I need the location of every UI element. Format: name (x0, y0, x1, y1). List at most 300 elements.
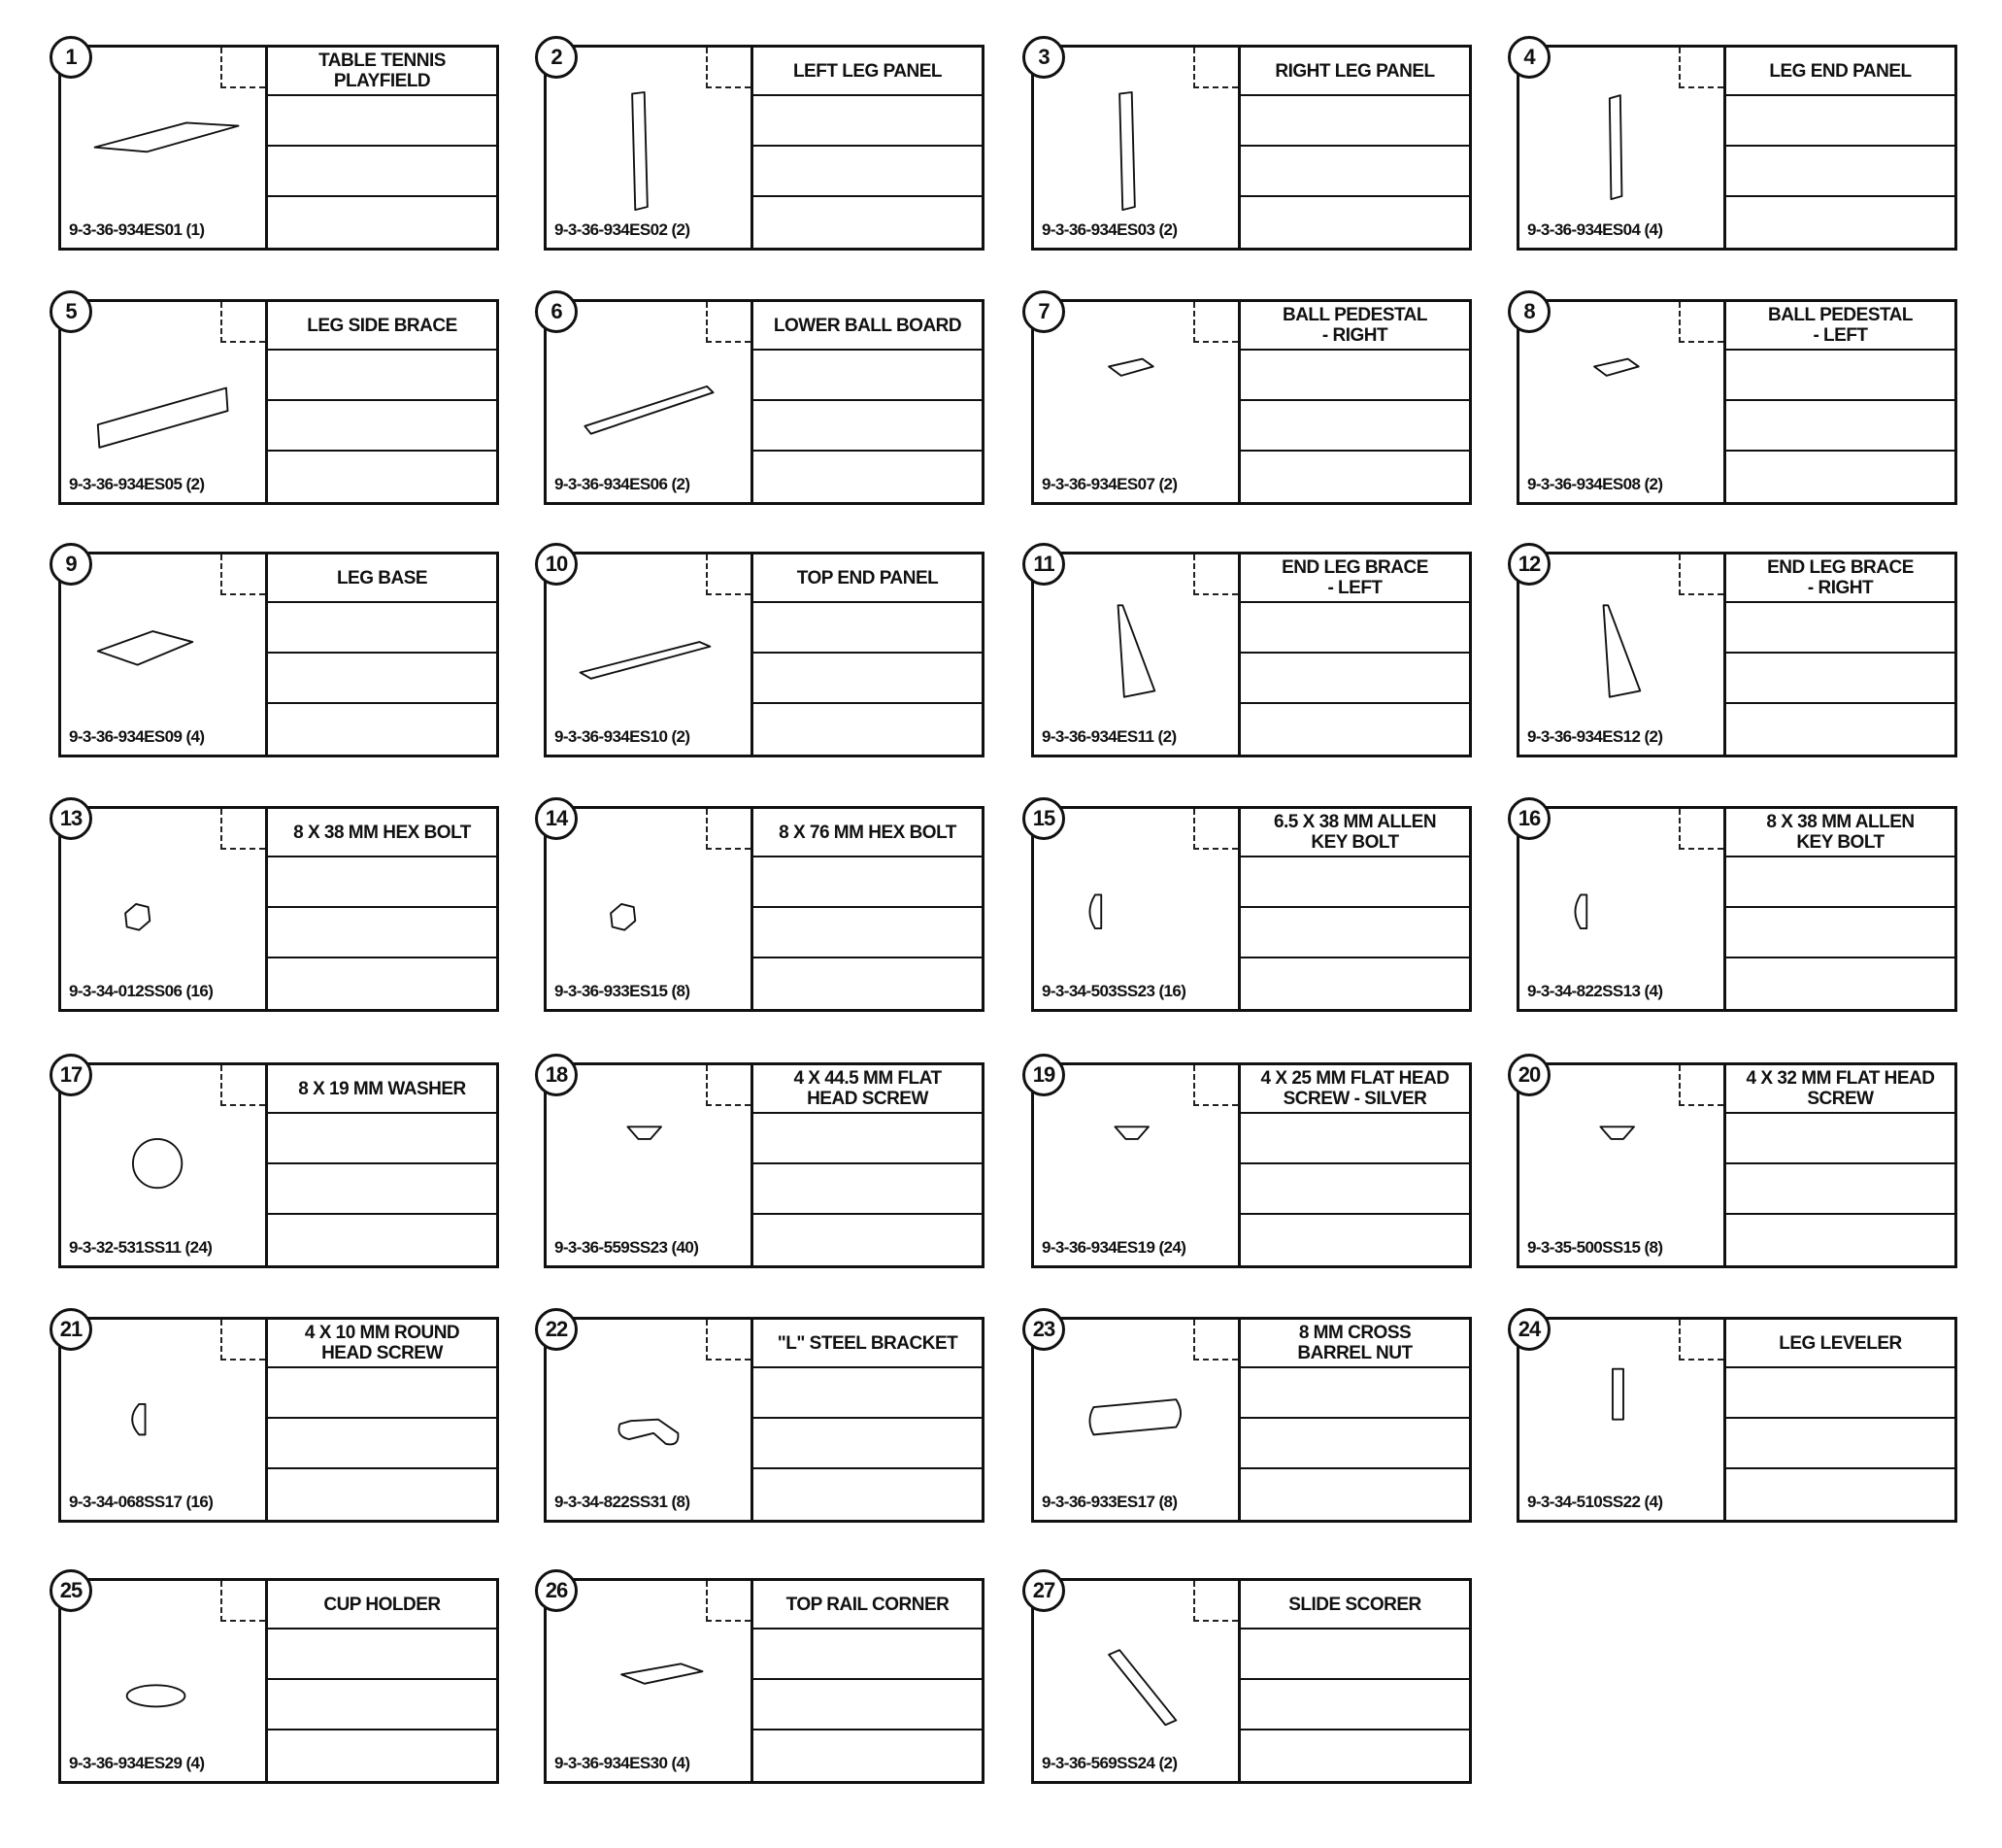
blank-row (1726, 1164, 1954, 1215)
blank-row (1241, 1164, 1469, 1215)
part-number: 9 (50, 543, 92, 586)
triangle-brace-icon (1051, 599, 1224, 714)
part-number: 21 (50, 1308, 92, 1351)
part-name: LEG SIDE BRACE (307, 315, 457, 336)
part-card (544, 299, 984, 505)
part-info-rows (268, 1065, 496, 1265)
part-image-cell (547, 554, 753, 755)
blank-row (1241, 704, 1469, 755)
part-info-rows (753, 302, 982, 502)
checkbox[interactable] (220, 1581, 265, 1622)
part-info-rows (753, 809, 982, 1009)
blank-row (753, 96, 982, 147)
part-name: BALL PEDESTAL - RIGHT (1282, 305, 1428, 346)
part-name-row (1726, 554, 1954, 603)
blank-row (753, 1419, 982, 1469)
blank-row (1726, 96, 1954, 147)
part-image-cell (1034, 1320, 1241, 1520)
blank-row (1726, 654, 1954, 704)
triangle-brace-icon (1537, 599, 1710, 714)
blank-row (753, 704, 982, 755)
part-number: 14 (535, 797, 578, 840)
part-card (1031, 1317, 1472, 1523)
checkbox[interactable] (1679, 1065, 1723, 1106)
checkbox[interactable] (220, 48, 265, 88)
part-name-row (753, 302, 982, 351)
part-info-rows (753, 554, 982, 755)
part-info-rows (1726, 1320, 1954, 1520)
part-image-cell (61, 1065, 268, 1265)
part-info-rows (1241, 302, 1469, 502)
part-card (1031, 299, 1472, 505)
blank-row (268, 654, 496, 704)
part-name-row (753, 1581, 982, 1630)
checkbox[interactable] (220, 554, 265, 595)
part-code: 9-3-34-822SS31 (8) (554, 1493, 690, 1511)
part-number: 23 (1022, 1308, 1065, 1351)
checkbox[interactable] (1193, 554, 1238, 595)
blank-row (753, 1215, 982, 1265)
checkbox[interactable] (220, 302, 265, 343)
slide-scorer-icon (1051, 1626, 1224, 1740)
blank-row (1241, 452, 1469, 502)
part-info-rows (1726, 554, 1954, 755)
blank-row (1241, 1680, 1469, 1730)
part-info-rows (268, 809, 496, 1009)
part-name: LEFT LEG PANEL (792, 60, 943, 82)
checkbox[interactable] (1193, 48, 1238, 88)
blank-row (1241, 401, 1469, 452)
blank-row (753, 603, 982, 654)
blank-row (753, 1630, 982, 1680)
part-code: 9-3-34-510SS22 (4) (1527, 1493, 1663, 1511)
part-name-row (268, 302, 496, 351)
part-number: 24 (1508, 1308, 1551, 1351)
part-name: SLIDE SCORER (1288, 1594, 1421, 1615)
checkbox[interactable] (1193, 1581, 1238, 1622)
blank-row (753, 1368, 982, 1419)
playfield-board-icon (79, 92, 251, 207)
checkbox[interactable] (1193, 1320, 1238, 1361)
blank-row (1726, 1114, 1954, 1164)
blank-row (753, 401, 982, 452)
blank-row (1726, 401, 1954, 452)
part-name-row (1726, 1320, 1954, 1368)
part-card (544, 552, 984, 757)
leg-leveler-icon (1537, 1364, 1710, 1479)
blank-row (268, 704, 496, 755)
checkbox[interactable] (1679, 302, 1723, 343)
blank-row (1241, 1215, 1469, 1265)
part-name: 8 X 38 MM ALLEN KEY BOLT (1766, 812, 1915, 853)
part-number: 10 (535, 543, 578, 586)
part-number: 26 (535, 1569, 578, 1612)
blank-row (1241, 654, 1469, 704)
blank-row (753, 452, 982, 502)
part-image-cell (1519, 1320, 1726, 1520)
part-name: CUP HOLDER (323, 1594, 441, 1615)
part-name-row (753, 1320, 982, 1368)
blank-row (1726, 1215, 1954, 1265)
part-code: 9-3-36-934ES09 (4) (69, 727, 205, 746)
part-number: 6 (535, 290, 578, 333)
part-number: 16 (1508, 797, 1551, 840)
part-info-rows (268, 48, 496, 248)
part-card (58, 299, 499, 505)
part-image-cell (547, 1065, 753, 1265)
part-name: END LEG BRACE - LEFT (1282, 557, 1428, 598)
part-image-cell (1519, 302, 1726, 502)
blank-row (268, 197, 496, 248)
part-card (58, 1578, 499, 1784)
part-name-row (1241, 302, 1469, 351)
blank-row (1726, 1419, 1954, 1469)
part-number: 2 (535, 36, 578, 79)
part-info-rows (753, 48, 982, 248)
part-number: 12 (1508, 543, 1551, 586)
part-code: 9-3-36-934ES30 (4) (554, 1754, 690, 1772)
checkbox[interactable] (1193, 809, 1238, 850)
checkbox[interactable] (706, 1320, 751, 1361)
blank-row (268, 401, 496, 452)
part-card (1031, 806, 1472, 1012)
brace-icon (79, 347, 251, 461)
part-image-cell (1034, 302, 1241, 502)
blank-row (1726, 704, 1954, 755)
part-name: TABLE TENNIS PLAYFIELD (318, 50, 446, 91)
part-name: TOP END PANEL (796, 567, 939, 588)
blank-row (753, 1680, 982, 1730)
blank-row (268, 147, 496, 197)
part-code: 9-3-34-012SS06 (16) (69, 982, 214, 1000)
part-image-cell (61, 302, 268, 502)
part-image-cell (61, 48, 268, 248)
blank-row (753, 908, 982, 958)
part-name: 4 X 10 MM ROUND HEAD SCREW (304, 1323, 460, 1363)
part-name: 8 X 38 MM HEX BOLT (293, 822, 471, 843)
blank-row (753, 654, 982, 704)
part-info-rows (1241, 48, 1469, 248)
part-info-rows (1726, 302, 1954, 502)
part-name-row (268, 48, 496, 96)
part-code: 9-3-34-822SS13 (4) (1527, 982, 1663, 1000)
part-number: 7 (1022, 290, 1065, 333)
part-number: 5 (50, 290, 92, 333)
part-code: 9-3-36-934ES07 (2) (1042, 475, 1178, 493)
part-number: 27 (1022, 1569, 1065, 1612)
blank-row (1241, 1368, 1469, 1419)
round-head-screw-icon (79, 1364, 251, 1479)
blank-row (1241, 1469, 1469, 1520)
blank-row (753, 1469, 982, 1520)
part-image-cell (1034, 554, 1241, 755)
blank-row (753, 1164, 982, 1215)
part-info-rows (1726, 809, 1954, 1009)
part-card (58, 552, 499, 757)
part-name: RIGHT LEG PANEL (1275, 60, 1435, 82)
blank-row (268, 603, 496, 654)
checkbox[interactable] (706, 48, 751, 88)
blank-row (1241, 96, 1469, 147)
part-code: 9-3-34-068SS17 (16) (69, 1493, 214, 1511)
flat-head-screw-icon (1537, 1110, 1710, 1225)
part-card (1517, 1062, 1957, 1268)
blank-row (753, 1730, 982, 1781)
part-image-cell (547, 302, 753, 502)
part-number: 15 (1022, 797, 1065, 840)
part-card (58, 45, 499, 251)
part-name-row (1241, 1065, 1469, 1114)
part-number: 11 (1022, 543, 1065, 586)
blank-row (1726, 958, 1954, 1009)
part-name: 8 X 19 MM WASHER (298, 1078, 466, 1099)
blank-row (1241, 1630, 1469, 1680)
part-name-row (1241, 554, 1469, 603)
allen-bolt-icon (1051, 854, 1224, 968)
part-name: LEG END PANEL (1769, 60, 1912, 82)
part-number: 13 (50, 797, 92, 840)
part-code: 9-3-32-531SS11 (24) (69, 1238, 213, 1257)
part-image-cell (1519, 1065, 1726, 1265)
part-card (58, 806, 499, 1012)
part-info-rows (1241, 1320, 1469, 1520)
leg-base-icon (79, 599, 251, 714)
blank-row (268, 96, 496, 147)
rail-corner-icon (564, 1626, 737, 1740)
part-name: LEG BASE (336, 567, 428, 588)
part-code: 9-3-35-500SS15 (8) (1527, 1238, 1663, 1257)
part-number: 19 (1022, 1054, 1065, 1096)
blank-row (1241, 147, 1469, 197)
blank-row (268, 1419, 496, 1469)
part-name: 4 X 25 MM FLAT HEAD SCREW - SILVER (1260, 1068, 1450, 1109)
part-name: 4 X 32 MM FLAT HEAD SCREW (1746, 1068, 1935, 1109)
part-name: 8 MM CROSS BARREL NUT (1297, 1323, 1413, 1363)
flat-head-screw-icon (1051, 1110, 1224, 1225)
part-info-rows (1726, 48, 1954, 248)
part-name: LEG LEVELER (1779, 1332, 1902, 1354)
checkbox[interactable] (220, 1065, 265, 1106)
checkbox[interactable] (1679, 809, 1723, 850)
part-image-cell (61, 1320, 268, 1520)
part-card (58, 1062, 499, 1268)
blank-row (1241, 351, 1469, 401)
blank-row (1241, 1730, 1469, 1781)
part-number: 20 (1508, 1054, 1551, 1096)
blank-row (1241, 908, 1469, 958)
part-info-rows (268, 1320, 496, 1520)
ball-board-icon (564, 347, 737, 461)
part-image-cell (1519, 809, 1726, 1009)
part-number: 18 (535, 1054, 578, 1096)
checkbox[interactable] (706, 1581, 751, 1622)
part-card (1031, 1062, 1472, 1268)
leg-panel-icon (564, 92, 737, 207)
part-image-cell (1519, 554, 1726, 755)
part-code: 9-3-36-559SS23 (40) (554, 1238, 699, 1257)
part-card (58, 1317, 499, 1523)
part-number: 22 (535, 1308, 578, 1351)
checkbox[interactable] (706, 1065, 751, 1106)
part-info-rows (1241, 1065, 1469, 1265)
part-code: 9-3-36-934ES03 (2) (1042, 220, 1178, 239)
blank-row (1241, 603, 1469, 654)
part-image-cell (547, 809, 753, 1009)
blank-row (268, 1164, 496, 1215)
part-info-rows (268, 1581, 496, 1781)
cup-holder-icon (79, 1626, 251, 1740)
part-image-cell (1034, 1581, 1241, 1781)
part-code: 9-3-36-934ES29 (4) (69, 1754, 205, 1772)
part-image-cell (547, 1320, 753, 1520)
part-card (544, 1317, 984, 1523)
blank-row (268, 1680, 496, 1730)
part-info-rows (753, 1065, 982, 1265)
blank-row (268, 1469, 496, 1520)
hex-bolt-icon (564, 854, 737, 968)
part-card (544, 45, 984, 251)
part-image-cell (1519, 48, 1726, 248)
part-number: 1 (50, 36, 92, 79)
part-name-row (268, 1065, 496, 1114)
flat-head-screw-icon (564, 1110, 737, 1225)
part-name: LOWER BALL BOARD (773, 315, 962, 336)
checkbox[interactable] (220, 809, 265, 850)
part-info-rows (753, 1320, 982, 1520)
blank-row (1726, 1368, 1954, 1419)
part-name: 4 X 44.5 MM FLAT HEAD SCREW (793, 1068, 942, 1109)
part-image-cell (547, 48, 753, 248)
l-bracket-icon (564, 1364, 737, 1479)
part-name-row (1726, 1065, 1954, 1114)
part-name-row (1726, 48, 1954, 96)
part-name-row (1726, 809, 1954, 857)
blank-row (1726, 857, 1954, 908)
blank-row (268, 1630, 496, 1680)
blank-row (753, 351, 982, 401)
checkbox[interactable] (1193, 1065, 1238, 1106)
part-name-row (268, 1320, 496, 1368)
part-card (1517, 299, 1957, 505)
part-image-cell (547, 1581, 753, 1781)
hex-bolt-icon (79, 854, 251, 968)
part-code: 9-3-36-934ES01 (1) (69, 220, 205, 239)
part-card (544, 806, 984, 1012)
blank-row (1726, 147, 1954, 197)
part-name-row (268, 1581, 496, 1630)
part-card (1517, 806, 1957, 1012)
blank-row (753, 958, 982, 1009)
part-name: BALL PEDESTAL - LEFT (1767, 305, 1914, 346)
part-code: 9-3-36-933ES15 (8) (554, 982, 690, 1000)
checkbox[interactable] (706, 554, 751, 595)
part-name-row (268, 554, 496, 603)
checkbox[interactable] (1679, 554, 1723, 595)
blank-row (1726, 603, 1954, 654)
blank-row (1726, 452, 1954, 502)
blank-row (1241, 857, 1469, 908)
part-info-rows (1241, 809, 1469, 1009)
part-name-row (753, 1065, 982, 1114)
pedestal-icon (1051, 347, 1224, 461)
checkbox[interactable] (706, 302, 751, 343)
leg-end-panel-icon (1537, 92, 1710, 207)
blank-row (753, 197, 982, 248)
part-card (544, 1578, 984, 1784)
part-code: 9-3-36-933ES17 (8) (1042, 1493, 1178, 1511)
part-card (1517, 552, 1957, 757)
part-card (544, 1062, 984, 1268)
part-name-row (1726, 302, 1954, 351)
blank-row (1726, 351, 1954, 401)
part-name-row (1241, 809, 1469, 857)
pedestal-icon (1537, 347, 1710, 461)
blank-row (1726, 197, 1954, 248)
blank-row (1241, 958, 1469, 1009)
washer-icon (79, 1110, 251, 1225)
blank-row (268, 1368, 496, 1419)
checkbox[interactable] (1679, 48, 1723, 88)
checkbox[interactable] (706, 809, 751, 850)
part-code: 9-3-36-934ES10 (2) (554, 727, 690, 746)
part-code: 9-3-36-569SS24 (2) (1042, 1754, 1178, 1772)
part-name-row (753, 554, 982, 603)
part-number: 4 (1508, 36, 1551, 79)
part-name: "L" STEEL BRACKET (777, 1332, 958, 1354)
part-code: 9-3-34-503SS23 (16) (1042, 982, 1186, 1000)
part-info-rows (268, 302, 496, 502)
part-image-cell (61, 554, 268, 755)
leg-panel-icon (1051, 92, 1224, 207)
part-image-cell (1034, 48, 1241, 248)
part-card (1517, 45, 1957, 251)
blank-row (268, 452, 496, 502)
part-name-row (753, 809, 982, 857)
blank-row (268, 857, 496, 908)
part-image-cell (1034, 1065, 1241, 1265)
checkbox[interactable] (220, 1320, 265, 1361)
part-code: 9-3-36-934ES12 (2) (1527, 727, 1663, 746)
part-code: 9-3-36-934ES04 (4) (1527, 220, 1663, 239)
blank-row (268, 908, 496, 958)
part-name: 6.5 X 38 MM ALLEN KEY BOLT (1273, 812, 1437, 853)
part-number: 8 (1508, 290, 1551, 333)
part-code: 9-3-36-934ES08 (2) (1527, 475, 1663, 493)
blank-row (1726, 908, 1954, 958)
part-card (1517, 1317, 1957, 1523)
checkbox[interactable] (1679, 1320, 1723, 1361)
barrel-nut-icon (1051, 1364, 1224, 1479)
part-info-rows (753, 1581, 982, 1781)
blank-row (1241, 1114, 1469, 1164)
part-code: 9-3-36-934ES05 (2) (69, 475, 205, 493)
blank-row (268, 1215, 496, 1265)
blank-row (268, 1114, 496, 1164)
blank-row (1726, 1469, 1954, 1520)
blank-row (268, 351, 496, 401)
blank-row (753, 1114, 982, 1164)
part-card (1031, 1578, 1472, 1784)
part-number: 17 (50, 1054, 92, 1096)
part-number: 3 (1022, 36, 1065, 79)
part-code: 9-3-36-934ES11 (2) (1042, 727, 1177, 746)
top-end-panel-icon (564, 599, 737, 714)
part-info-rows (268, 554, 496, 755)
part-name: TOP RAIL CORNER (785, 1594, 950, 1615)
checkbox[interactable] (1193, 302, 1238, 343)
part-code: 9-3-36-934ES06 (2) (554, 475, 690, 493)
part-name: END LEG BRACE - RIGHT (1767, 557, 1914, 598)
